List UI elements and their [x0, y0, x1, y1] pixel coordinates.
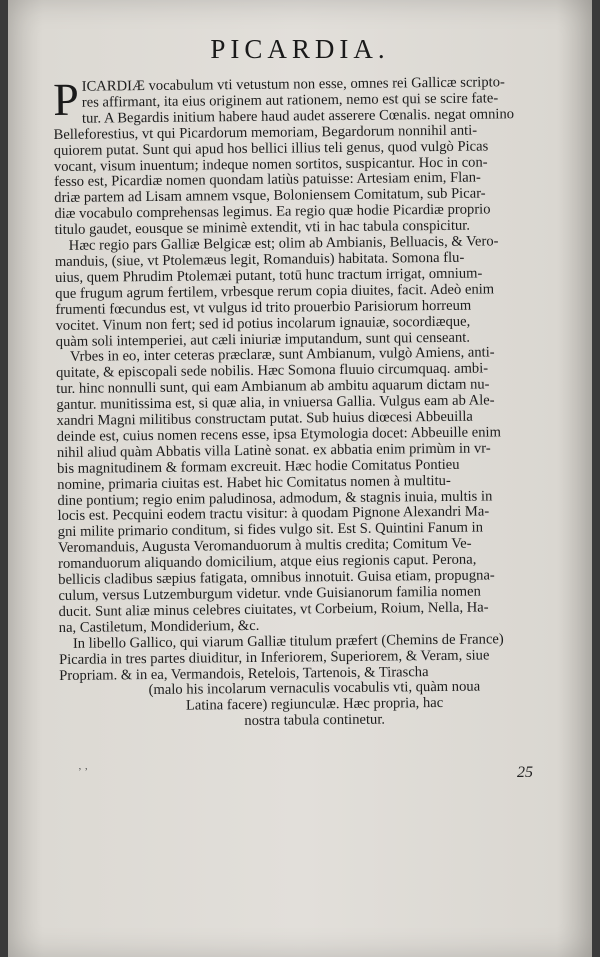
text-line: uius, quem Phrudim Ptolemæi putant, totū hunc tractum irrigat, omnium- — [54, 265, 483, 286]
text-line: bis magnitudinem & formam excreuit. Hæc hodie Comitatus Pontieu — [56, 456, 460, 477]
text-line: Belleforestius, vt qui Picardorum memoriam, Begardorum nonnihil anti- — [53, 122, 478, 143]
text-line: Hæc regio pars Galliæ Belgicæ est; olim ab Ambianis, Belluacis, & Vero- — [68, 233, 499, 254]
text-line: res affirmant, ita eius originem aut rationem, nemo est qui se scire fate- — [81, 90, 499, 111]
text-line: manduis, (siue, vt Ptolemæus legit, Romanduis) habitata. Somona flu- — [54, 249, 465, 270]
text-line: diæ vocabulo comprehensas legimus. Ea regio quæ hodie Picardiæ proprio — [54, 201, 491, 223]
ink-blot: ʼ ʼ — [78, 766, 89, 778]
text-line: frumenti fœcundus est, vt vulgus id trito prouerbio Parisiorum horreum — [55, 297, 472, 318]
text-line: Picardia in tres partes diuiditur, in Inferiorem, Superiorem, & Veram, siue — [58, 647, 490, 668]
text-line: deinde est, cuius nomen recens esse, ipsa Etymologia docet: Abbeuille enim — [56, 424, 501, 445]
text-line: que frugum agrum fertilem, vrbesque rerum copia diuites, facit. Adeò enim — [55, 281, 495, 302]
text-line: titulo gaudet, eousque se minimè extendit, vti in hac tabula conspicitur. — [54, 217, 471, 239]
text-line: fesso est, Picardiæ nomen quondam latiùs patuisse: Artesiam enim, Flan- — [53, 169, 481, 191]
text-line: tur. A Begardis initium habere haud audet asserere Cœnalis. negat omnino — [81, 105, 515, 127]
text-line: xandri Magni militibus constructam putat. Sub huius diœcesi Abbeuilla — [56, 408, 473, 430]
text-line: vocitet. Vinum non fert; sed id potius incolarum ignauiæ, socordiæque, — [55, 313, 471, 334]
text-line: bellicis cladibus sæpius fatigata, omnibus innotuit. Guisa etiam, propugna- — [58, 567, 495, 589]
text-line: locis est. Pecquini eodem tractu visitur: à quodam Pignone Alexandri Ma- — [57, 503, 490, 525]
text-line: quàm soli intemperiei, aut cæli iniuriæ imputandum, sunt qui censeant. — [55, 329, 471, 350]
text-line: ICARDIÆ vocabulum vti vetustum non esse, omnes rei Gallicæ scripto- — [81, 74, 505, 95]
text-line: quitate, & episcopali sede nobilis. Hæc Somona fluuio circumquaq. ambi- — [55, 360, 489, 382]
text-line: nomine, primaria ciuitas est. Habet hic Comitatus nomen à multitu- — [57, 472, 451, 493]
text-line: dine pontium; regio enim paludinosa, admodum, & stagnis inuia, multis in — [57, 487, 493, 509]
body-text — [53, 75, 570, 732]
text-line: nihil aliud quàm Abbatis villa Latinè sonat. ex abbatia enim primùm in vr- — [56, 440, 491, 461]
text-line: nostra tabula continetur. — [244, 711, 386, 730]
first-word-rest: ICARDIÆ — [81, 78, 145, 95]
text-line: vocant, visum inuentum; indeque nomen sortitos, suspicantur. Hoc in con- — [53, 153, 488, 175]
book-page — [8, 0, 592, 957]
text-line: quiorem putat. Sunt qui apud hos bellici illius teli genus, quod vulgò Picas — [53, 138, 489, 159]
page-number: 25 — [517, 764, 533, 781]
text-line: Propriam. & in ea, Vermandois, Retelois, Tartenois, & Tirascha — [59, 663, 429, 684]
text-line: tur. hinc nonnulli sunt, qui eam Ambianum ab ambitu aquarum dictam nu- — [56, 376, 490, 398]
text-line: gantur. munitissima est, si quæ alia, in vniuersa Gallia. Vulgus eam ab Ale- — [56, 392, 495, 414]
text-line: culum, versus Lutzemburgum videtur. vnde Guisianorum familia nomen — [58, 583, 481, 604]
text-line: ducit. Sunt aliæ minus celebres ciuitates, vt Corbeium, Roium, Nella, Ha- — [58, 599, 489, 620]
text-line: driæ partem ad Lisam amnem vsque, Boloniensem Comitatum, sub Picar- — [54, 185, 486, 207]
text-line: In libello Gallico, qui viarum Galliæ titulum præfert (Chemins de France) — [72, 631, 504, 652]
text-line: Vrbes in eo, inter ceteras præclaræ, sunt Ambianum, vulgò Amiens, anti- — [69, 344, 495, 366]
drop-cap: P — [52, 73, 80, 125]
text-line: romanduorum aliquando domicilium, atque eius regionis caput. Perona, — [57, 551, 477, 573]
page-title: PICARDIA. — [210, 34, 390, 64]
text-line: (malo his incolarum vernaculis vocabulis vti, quàm noua — [148, 678, 481, 699]
text-line: na, Castiletum, Mondiderium, &c. — [58, 617, 260, 636]
text-line: Veromanduis, Augusta Veromanduorum à multis credita; Comitum Ve- — [57, 535, 472, 557]
text-line: Latina facere) regiunculæ. Hæc propria, hac — [185, 695, 444, 714]
text-line: gni milite primario conditum, si fides vulgo sit. Est S. Quintini Fanum in — [57, 519, 484, 541]
